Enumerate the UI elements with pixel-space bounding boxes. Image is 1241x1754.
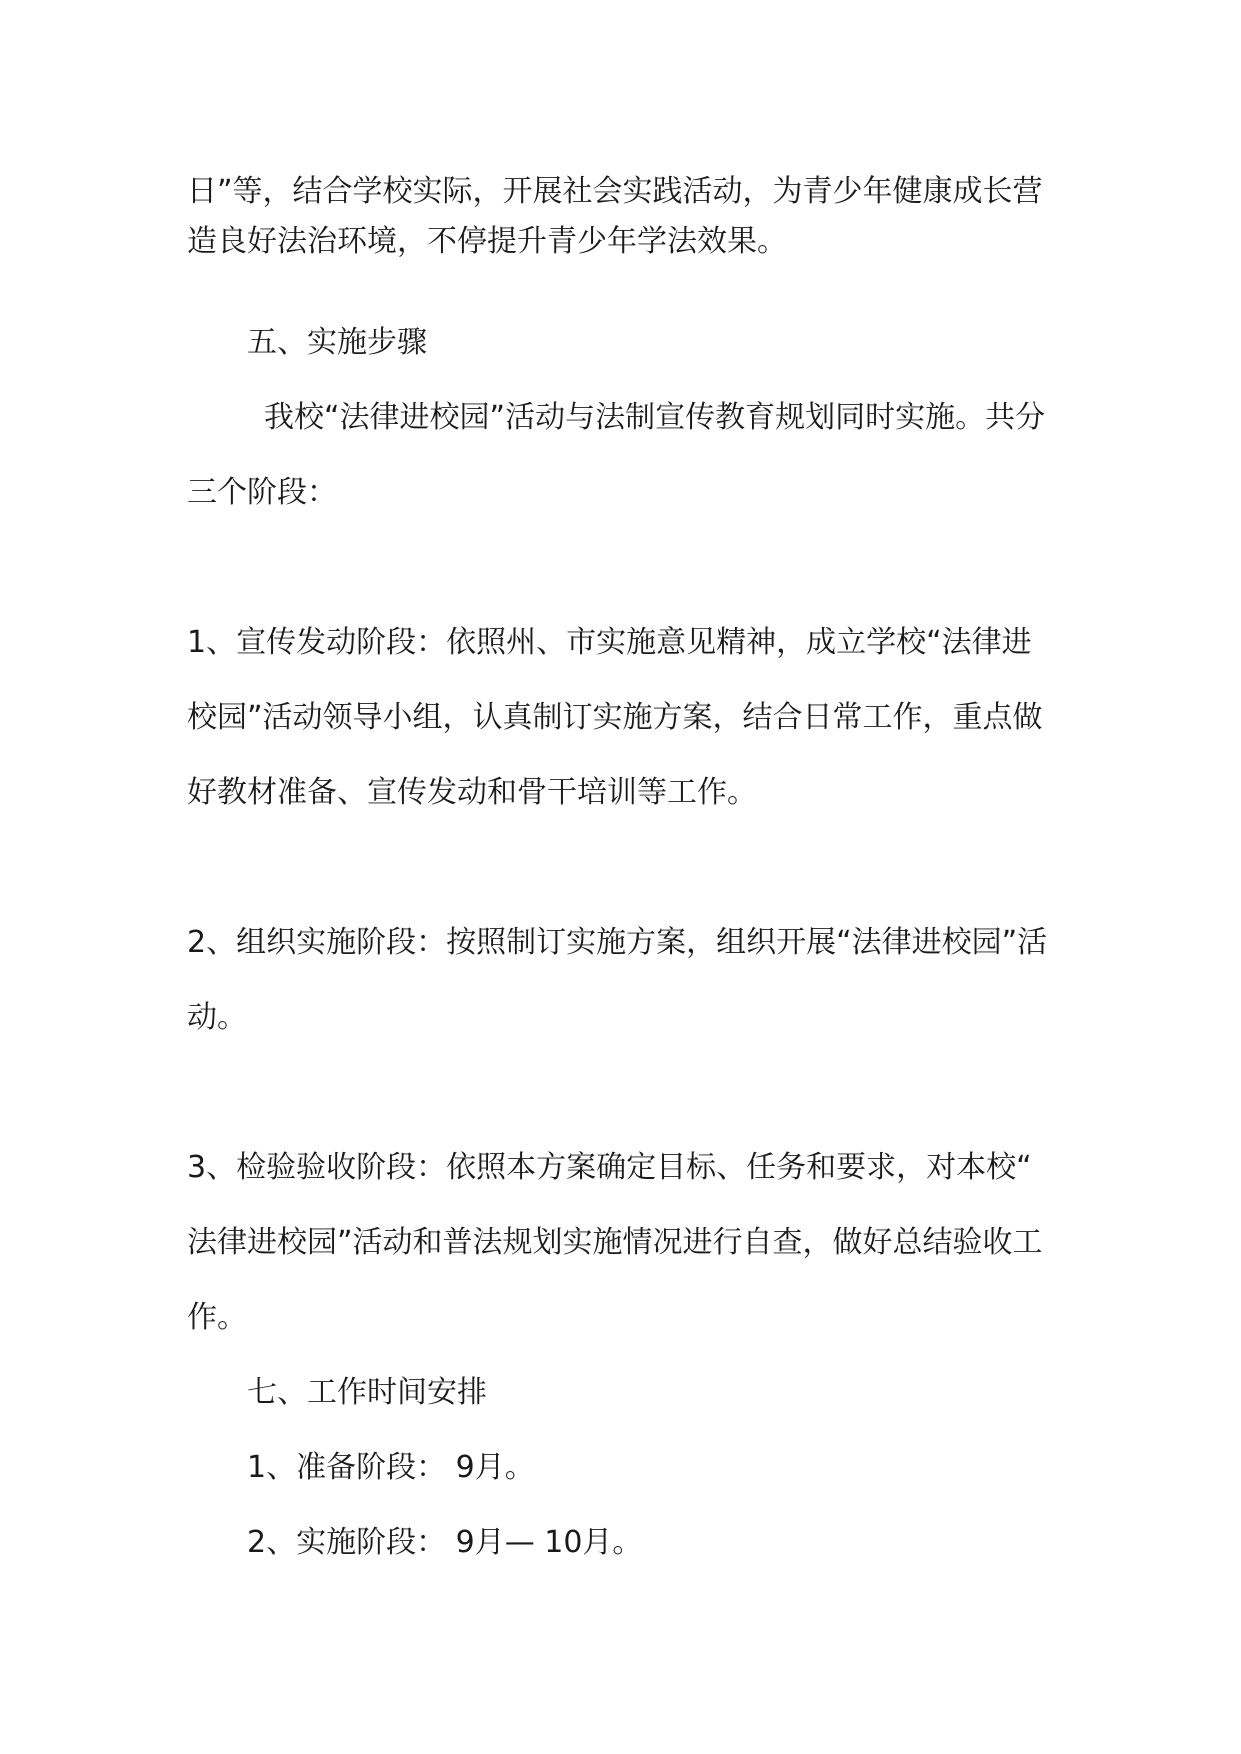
list-item-line: 法律进校园”活动和普法规划实施情况进行自查，做好总结验收工 (187, 1225, 1043, 1260)
paragraph-line: 我校“法律进校园”活动与法制宣传教育规划同时实施。共分 (264, 400, 1046, 435)
list-item-line: 校园”活动领导小组，认真制订实施方案，结合日常工作，重点做 (187, 700, 1043, 735)
list-item-line: 1、宣传发动阶段：依照州、市实施意见精神，成立学校“法律进 (187, 625, 1032, 660)
list-item-line: 好教材准备、宣传发动和骨干培训等工作。 (187, 775, 757, 810)
list-item-line: 作。 (187, 1300, 247, 1335)
list-item-line: 2、组织实施阶段：按照制订实施方案，组织开展“法律进校园”活 (187, 925, 1048, 960)
schedule-item: 1、准备阶段： 9月。 (247, 1450, 535, 1485)
paragraph-line: 造良好法治环境，不停提升青少年学法效果。 (187, 224, 787, 259)
schedule-item: 2、实施阶段： 9月— 10月。 (247, 1525, 643, 1560)
list-item-line: 3、检验验收阶段：依照本方案确定目标、任务和要求，对本校“ (187, 1150, 1032, 1185)
section-heading: 七、工作时间安排 (247, 1375, 487, 1410)
section-heading: 五、实施步骤 (247, 325, 427, 360)
paragraph-line: 日”等，结合学校实际，开展社会实践活动，为青少年健康成长营 (187, 174, 1043, 209)
list-item-line: 动。 (187, 1000, 247, 1035)
paragraph-line: 三个阶段： (187, 475, 337, 510)
